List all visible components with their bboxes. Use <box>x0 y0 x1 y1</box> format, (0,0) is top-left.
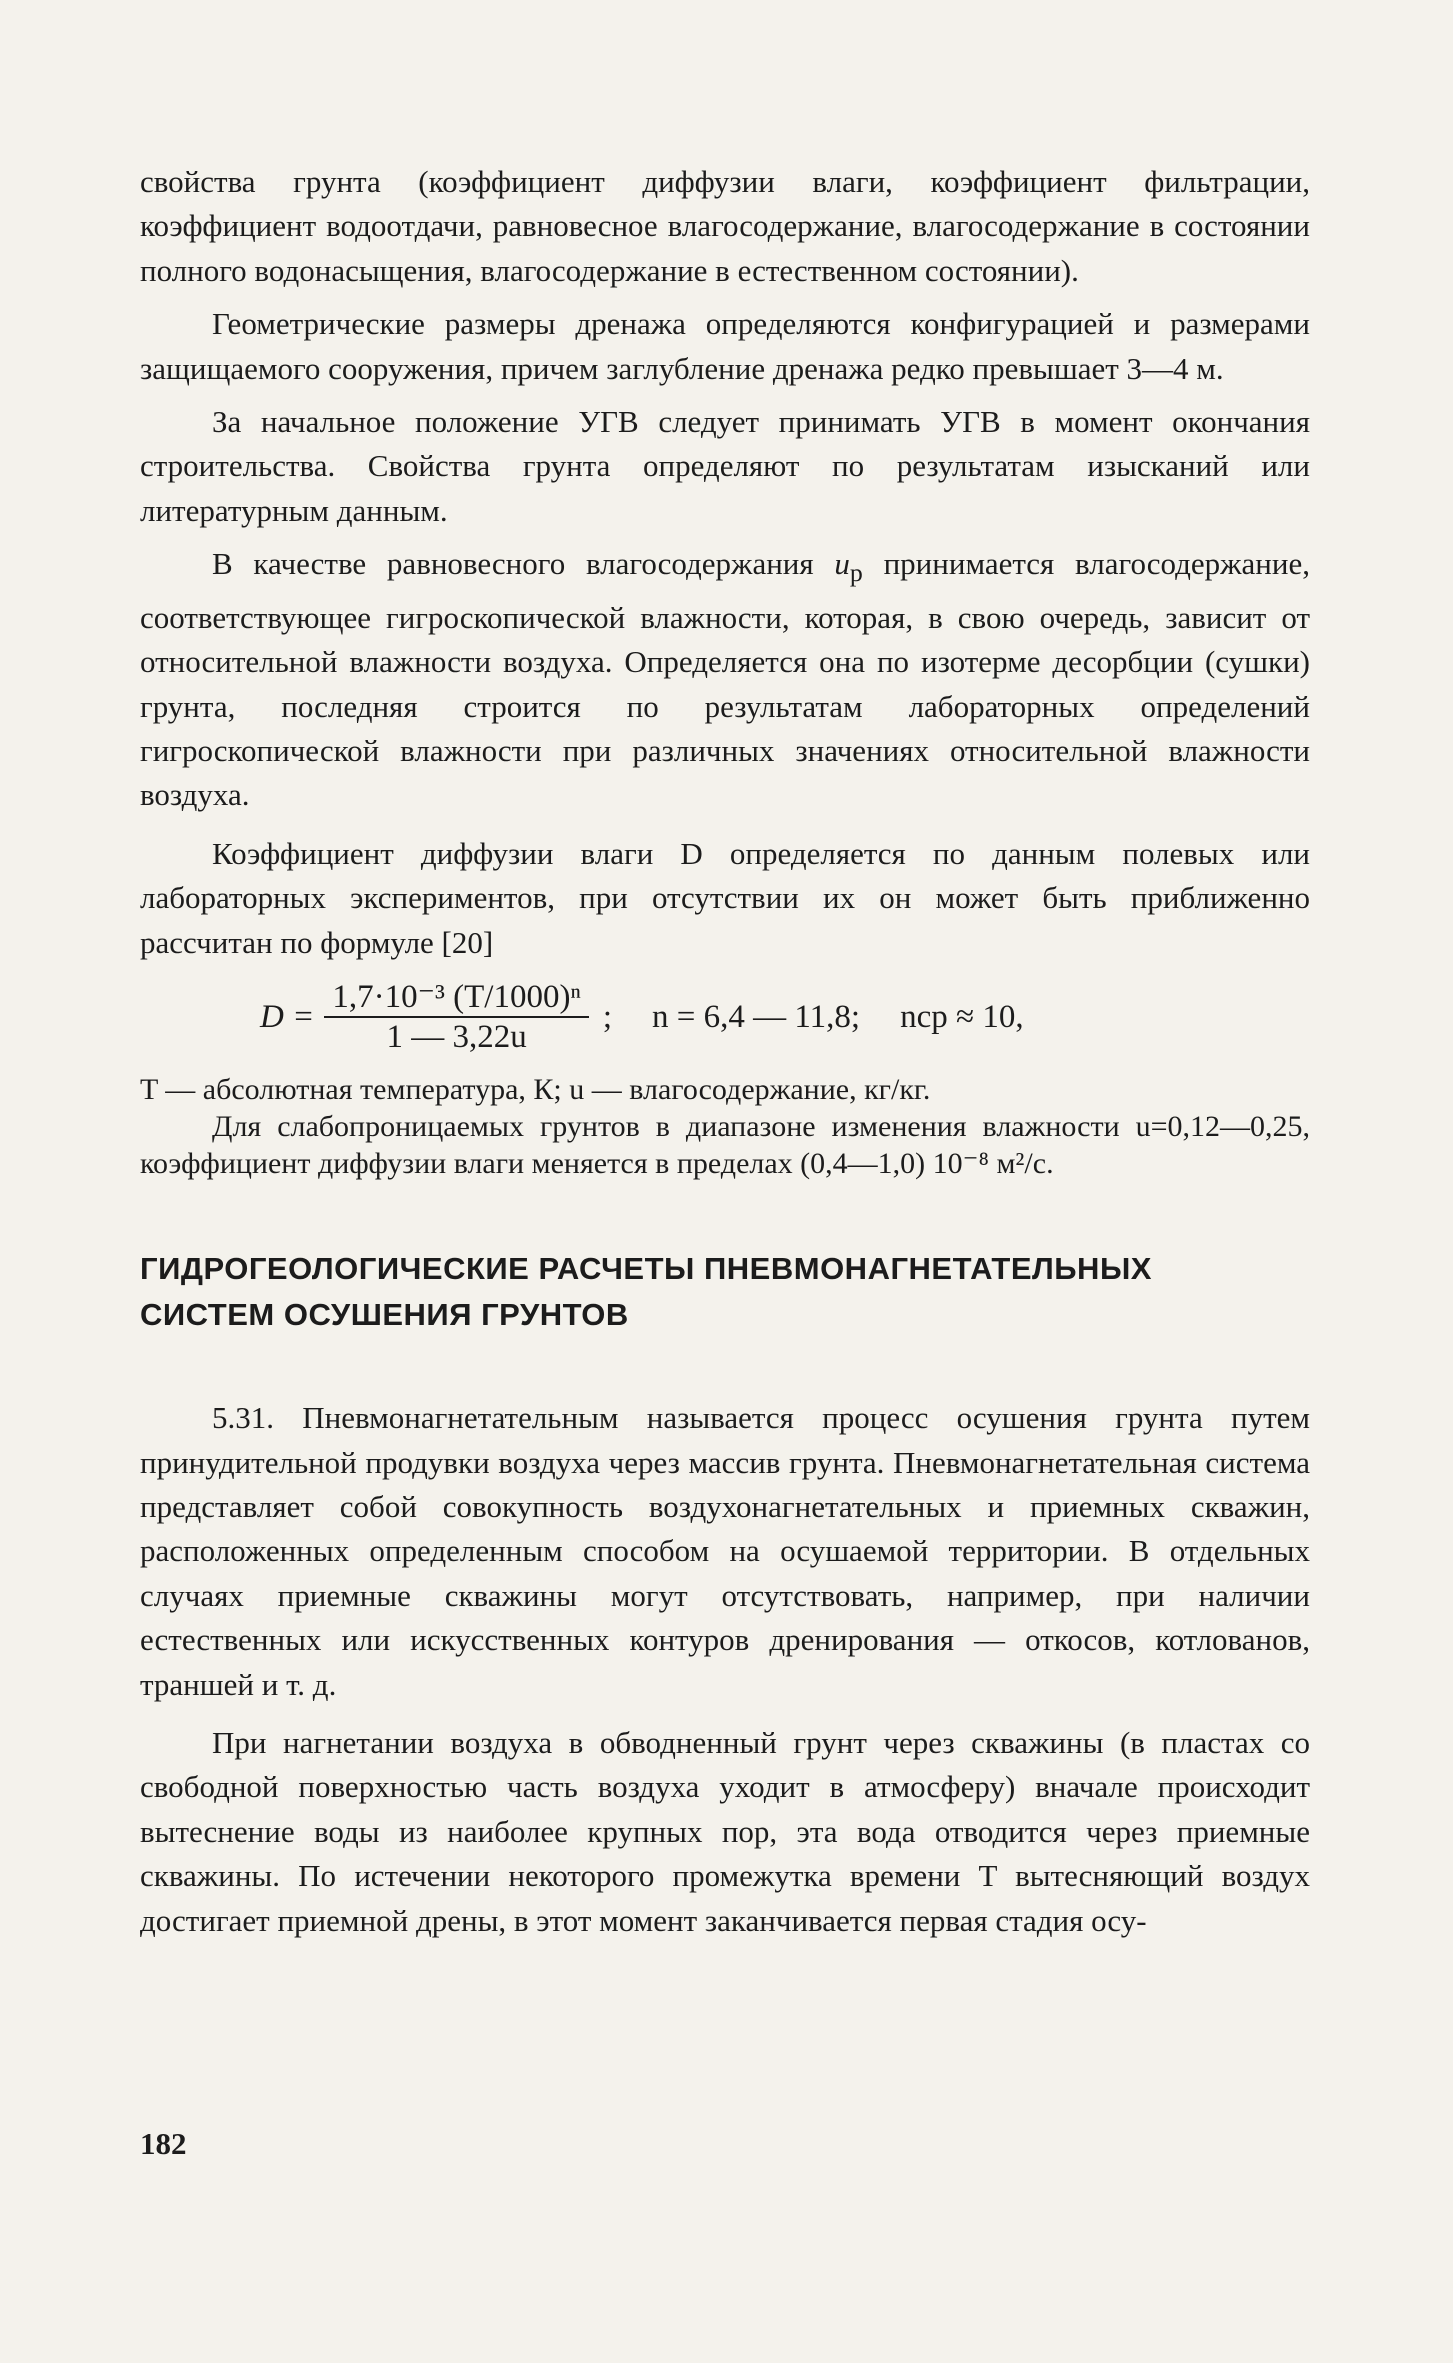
formula-fraction <box>324 978 589 1056</box>
formula-lhs: D = <box>260 998 315 1035</box>
formula-separator: ; <box>602 998 613 1035</box>
text-column <box>140 160 1310 1943</box>
formula-denominator: 1 — 3,22u <box>386 1019 527 1056</box>
heading-line-1: ГИДРОГЕОЛОГИЧЕСКИЕ РАСЧЕТЫ ПНЕВМОНАГНЕТАТЕЛЬНЫХ <box>140 1251 1152 1287</box>
subscript-p: p <box>849 558 863 588</box>
formula-n-average: nср ≈ 10, <box>900 998 1024 1035</box>
formula-n-range: n = 6,4 — 11,8; <box>652 998 861 1035</box>
formula-legend: T — абсолютная температура, К; u — влагосодержание, кг/кг. <box>140 1073 931 1107</box>
paragraph-diffusion-coefficient: Коэффициент диффузии влаги D определяется по данным полевых или лабораторных экспериментов, при отсутствии их он может быть приближенно рассчитан по формуле [20] <box>140 835 1310 960</box>
formula-notes <box>140 1071 1310 1182</box>
paragraph-low-permeability: Для слабопроницаемых грунтов в диапазоне изменения влажности u=0,12—0,25, коэффициент диффузии влаги меняется в пределах (0,4—1,0) 10⁻⁸ м²/с. <box>140 1110 1310 1181</box>
variable-u: u <box>834 546 850 582</box>
paragraph-equilibrium-moisture <box>140 542 1310 818</box>
text-segment: принимается влагосодержание, соответствующее гигроскопической влажности, которая, в свою очередь, зависит от относительной влажности воздуха. Определяется она по изотерме десорбции (сушки) грунта, последняя строится по результатам лабораторных определений гигроскопической влажности при различных значениях относительной влажности воздуха. <box>140 546 1310 813</box>
paragraph-continuation: свойства грунта (коэффициент диффузии влаги, коэффициент фильтрации, коэффициент водоотдачи, равновесное влагосодержание, влагосодержание в состоянии полного водонасыщения, влагосодержание в естественном состоянии). <box>140 164 1310 288</box>
diffusion-formula <box>260 977 1310 1057</box>
text-segment: В качестве равновесного влагосодержания <box>212 546 835 582</box>
formula-numerator: 1,7·10⁻³ (T/1000)ⁿ <box>332 979 581 1016</box>
paragraph-5-31: 5.31. Пневмонагнетательным называется процесс осушения грунта путем принудительной продувки воздуха через массив грунта. Пневмонагнетательная система представляет собой совокупность воздухонагнетательных и приемных скважин, расположенных определенным способом на осушаемой территории. В отдельных случаях приемные скважины могут отсутствовать, например, при наличии естественных или искусственных контуров дренирования — откосов, котлованов, траншей и т. д. <box>140 1400 1310 1702</box>
section-heading <box>140 1246 1310 1338</box>
paragraph-air-injection: При нагнетании воздуха в обводненный грунт через скважины (в пластах со свободной поверхностью часть воздуха уходит в атмосферу) вначале происходит вытеснение воды из наиболее крупных пор, эта вода отводится через приемные скважины. По истечении некоторого промежутка времени T вытесняющий воздух достигает приемной дрены, в этот момент заканчивается первая стадия осу- <box>140 1724 1310 1938</box>
paragraph-drainage-dimensions: Геометрические размеры дренажа определяются конфигурацией и размерами защищаемого сооружения, причем заглубление дренажа редко превышает 3—4 м. <box>140 306 1310 386</box>
paragraph-groundwater-level: За начальное положение УГВ следует принимать УГВ в момент окончания строительства. Свойства грунта определяют по результатам изысканий или литературным данным. <box>140 404 1310 528</box>
heading-line-2: СИСТЕМ ОСУШЕНИЯ ГРУНТОВ <box>140 1297 629 1333</box>
page-number: 182 <box>140 2126 187 2161</box>
